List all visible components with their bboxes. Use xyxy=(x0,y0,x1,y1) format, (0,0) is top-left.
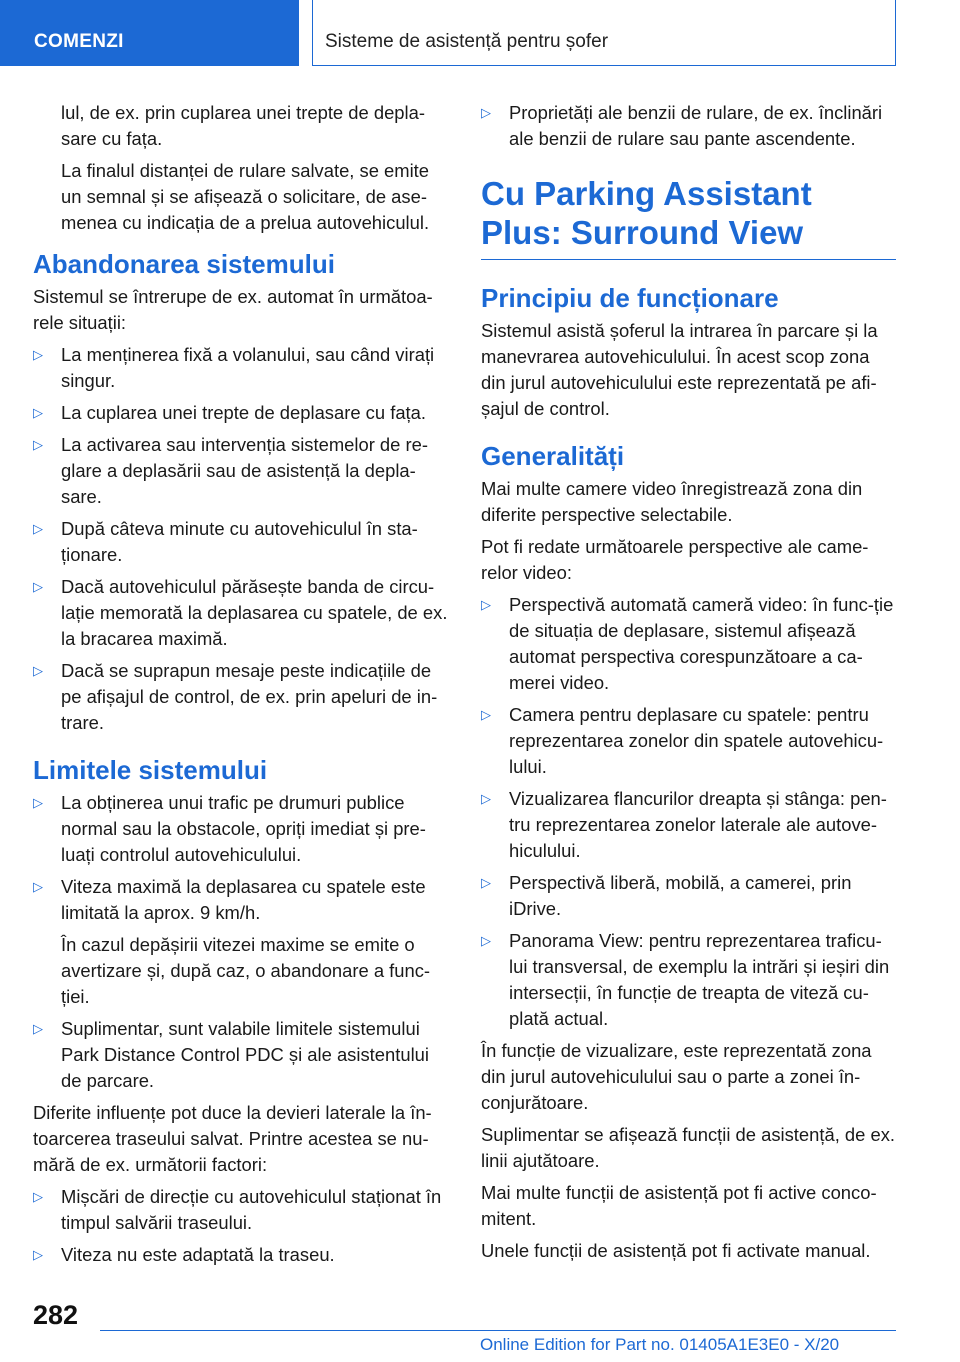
triangle-bullet-icon: ▷ xyxy=(33,347,43,362)
principle-paragraph: Sistemul asistă șoferul la intrarea în parcare și la manevrarea autovehiculului. În acest scop zona din jurul autovehiculului este reprezentată pe afi-șajul de control. xyxy=(481,320,878,419)
list-item: ▷ Perspectivă liberă, mobilă, a camerei, prin iDrive. xyxy=(481,872,852,919)
triangle-bullet-icon: ▷ xyxy=(481,105,491,120)
heading-limits: Limitele sistemului xyxy=(33,755,268,785)
triangle-bullet-icon: ▷ xyxy=(33,795,43,810)
limits-note: În cazul depășirii vitezei maxime se emite o avertizare și, după caz, o abandonare a func-ției. xyxy=(61,934,431,1007)
list-item: ▷ Viteza maximă la deplasarea cu spatele este limitată la aprox. 9 km/h. xyxy=(33,876,426,923)
triangle-bullet-icon: ▷ xyxy=(481,933,491,948)
list-item: ▷ Dacă autovehiculul părăsește banda de circu-lație memorată la deplasarea cu spatele, de ex. la bracarea maximă. xyxy=(33,576,448,649)
general-paragraph-5: Mai multe funcții de asistență pot fi active conco-mitent. xyxy=(481,1182,877,1229)
abandon-intro: Sistemul se întrerupe de ex. automat în următoa-rele situații: xyxy=(33,286,433,333)
deviation-paragraph: Diferite influențe pot duce la devieri laterale la în-toarcerea traseului salvat. Printre acestea se nu-mără de ex. următorii factori: xyxy=(33,1102,432,1175)
triangle-bullet-icon: ▷ xyxy=(33,879,43,894)
triangle-bullet-icon: ▷ xyxy=(481,707,491,722)
page-number: 282 xyxy=(33,1300,79,1330)
continued-paragraph-2: La finalul distanței de rulare salvate, se emite un semnal și se afișează o solicitare, de ase-menea cu indicația de a prelua autovehiculul. xyxy=(61,160,430,233)
continued-paragraph: lul, de ex. prin cuplarea unei trepte de depla-sare cu fața. xyxy=(61,102,425,149)
general-paragraph-6: Unele funcții de asistență pot fi activate manual. xyxy=(481,1240,871,1261)
triangle-bullet-icon: ▷ xyxy=(33,405,43,420)
triangle-bullet-icon: ▷ xyxy=(33,1189,43,1204)
triangle-bullet-icon: ▷ xyxy=(481,791,491,806)
general-paragraph-4: Suplimentar se afișează funcții de asistență, de ex. linii ajutătoare. xyxy=(481,1124,896,1171)
list-item: ▷ Dacă se suprapun mesaje peste indicațiile de pe afișajul de control, de ex. prin apeluri de in-trare. xyxy=(33,660,438,733)
list-item: ▷ La activarea sau intervenția sistemelor de re-glare a deplasării sau de asistență la depla-sare. xyxy=(33,434,428,507)
list-item: ▷ Panorama View: pentru reprezentarea traficu-lui transversal, de exemplu la intrări și ieșiri din intersecții, în funcție de treapta de viteză cu-plată actual. xyxy=(481,930,890,1029)
triangle-bullet-icon: ▷ xyxy=(33,1247,43,1262)
general-paragraph-1: Mai multe camere video înregistrează zona din diferite perspective selectabile. xyxy=(481,478,863,525)
triangle-bullet-icon: ▷ xyxy=(33,579,43,594)
heading-surround-view: Cu Parking Assistant Plus: Surround View xyxy=(481,174,896,260)
list-item: ▷ Viteza nu este adaptată la traseu. xyxy=(33,1242,448,1268)
section-tab[interactable]: COMENZI xyxy=(0,0,299,66)
triangle-bullet-icon: ▷ xyxy=(481,875,491,890)
list-item: ▷ La obținerea unui trafic pe drumuri publice normal sau la obstacole, opriți imediat și pre-luați controlul autovehiculului. xyxy=(33,792,426,865)
triangle-bullet-icon: ▷ xyxy=(33,521,43,536)
heading-general: Generalități xyxy=(481,441,625,471)
right-column xyxy=(481,100,896,1270)
left-column xyxy=(33,100,448,1274)
heading-principle: Principiu de funcționare xyxy=(481,283,779,313)
chapter-title: Sisteme de asistență pentru șofer xyxy=(312,0,896,66)
list-item: ▷ Proprietăți ale benzii de rulare, de ex. înclinări ale benzii de rulare sau pante ascendente. xyxy=(481,102,883,149)
list-item: ▷ La menținerea fixă a volanului, sau când virați singur. xyxy=(33,344,435,391)
list-item: ▷ La cuplarea unei trepte de deplasare cu fața. xyxy=(33,400,448,426)
footer-edition: Online Edition for Part no. 01405A1E3E0 - X/20 xyxy=(480,1335,840,1354)
list-item: ▷ După câteva minute cu autovehiculul în sta-ționare. xyxy=(33,518,418,565)
general-paragraph-2: Pot fi redate următoarele perspective ale came-relor video: xyxy=(481,536,869,583)
heading-abandon: Abandonarea sistemului xyxy=(33,249,335,279)
triangle-bullet-icon: ▷ xyxy=(33,1021,43,1036)
general-paragraph-3: În funcție de vizualizare, este reprezentată zona din jurul autovehiculului sau o parte a zonei în-conjurătoare. xyxy=(481,1040,872,1113)
list-item: ▷ Vizualizarea flancurilor dreapta și stânga: pen-tru reprezentarea zonelor laterale ale autove-hiculului. xyxy=(481,788,887,861)
triangle-bullet-icon: ▷ xyxy=(33,663,43,678)
triangle-bullet-icon: ▷ xyxy=(481,597,491,612)
list-item: ▷ Camera pentru deplasare cu spatele: pentru reprezentarea zonelor din spatele autovehicu-lului. xyxy=(481,704,884,777)
footer-divider xyxy=(100,1330,896,1331)
list-item: ▷ Suplimentar, sunt valabile limitele sistemului Park Distance Control PDC și ale asistentului de parcare. xyxy=(33,1018,429,1091)
list-item: ▷ Mișcări de direcție cu autovehiculul staționat în timpul salvării traseului. xyxy=(33,1186,442,1233)
triangle-bullet-icon: ▷ xyxy=(33,437,43,452)
list-item: ▷ Perspectivă automată cameră video: în func-ție de situația de deplasare, sistemul afișează automat perspectiva corespunzătoare a ca-merei video. xyxy=(481,594,894,693)
page-header xyxy=(0,0,960,66)
